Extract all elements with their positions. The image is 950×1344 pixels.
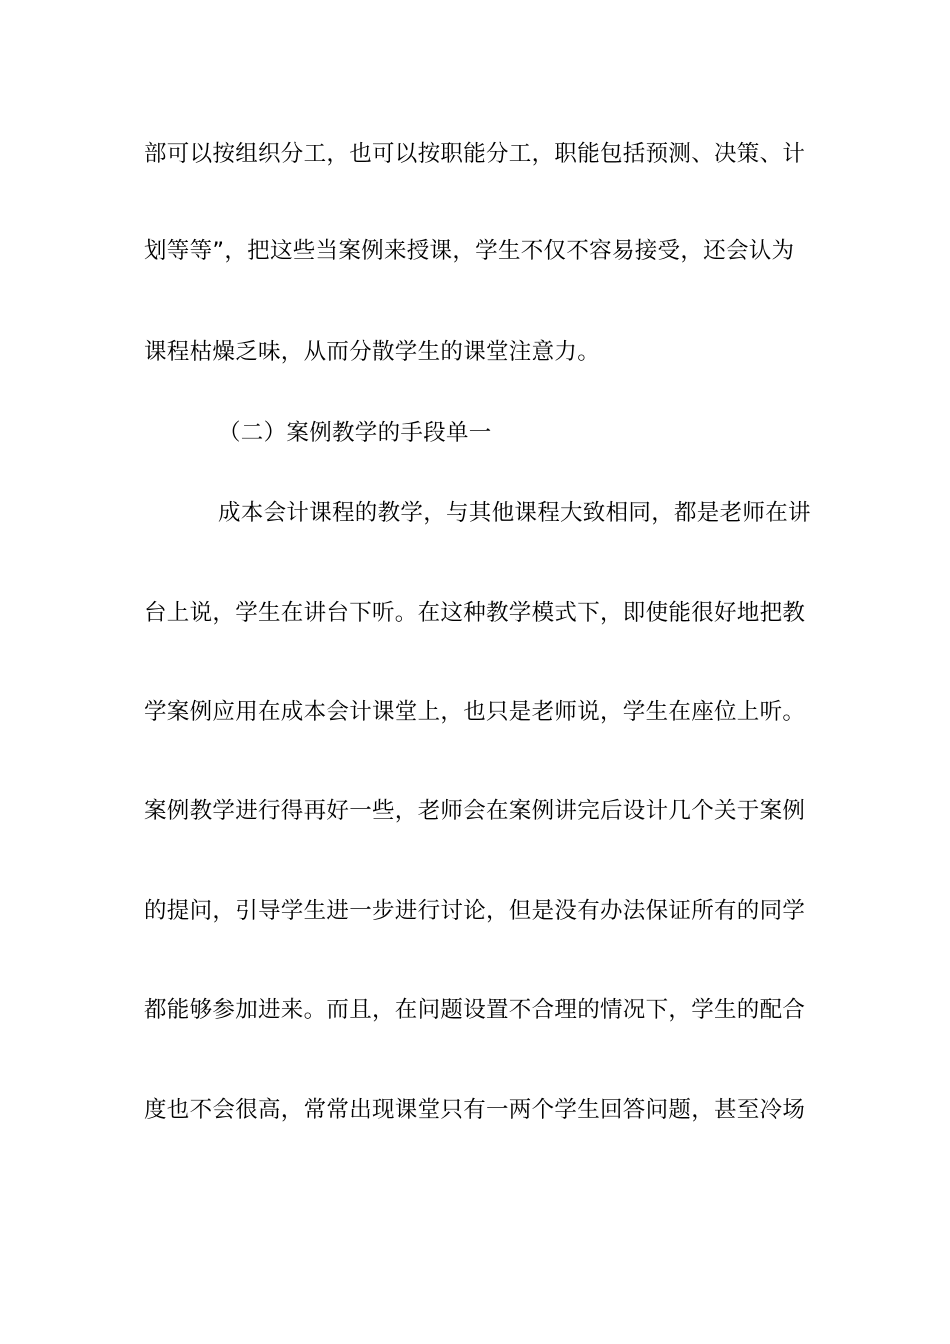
- section-heading: （二）案例教学的手段单一: [218, 420, 492, 446]
- body-text-line: 划等等”，把这些当案例来授课，学生不仅不容易接受，还会认为: [144, 238, 795, 264]
- paragraph-line: 成本会计课程的教学，与其他课程大致相同，都是老师在讲: [218, 500, 811, 526]
- paragraph-line: 案例教学进行得再好一些，老师会在案例讲完后设计几个关于案例: [144, 798, 806, 824]
- paragraph-line: 台上说，学生在讲台下听。在这种教学模式下，即使能很好地把教: [144, 600, 806, 626]
- paragraph-line: 的提问，引导学生进一步进行讨论，但是没有办法保证所有的同学: [144, 898, 806, 924]
- paragraph-line: 都能够参加进来。而且，在问题设置不合理的情况下，学生的配合: [144, 997, 806, 1023]
- body-text-line: 部可以按组织分工，也可以按职能分工，职能包括预测、决策、计: [144, 141, 806, 167]
- body-text-line: 课程枯燥乏味，从而分散学生的课堂注意力。: [144, 339, 601, 365]
- paragraph-line: 学案例应用在成本会计课堂上，也只是老师说，学生在座位上听。: [144, 699, 806, 725]
- paragraph-line: 度也不会很高，常常出现课堂只有一两个学生回答问题，甚至冷场: [144, 1097, 806, 1123]
